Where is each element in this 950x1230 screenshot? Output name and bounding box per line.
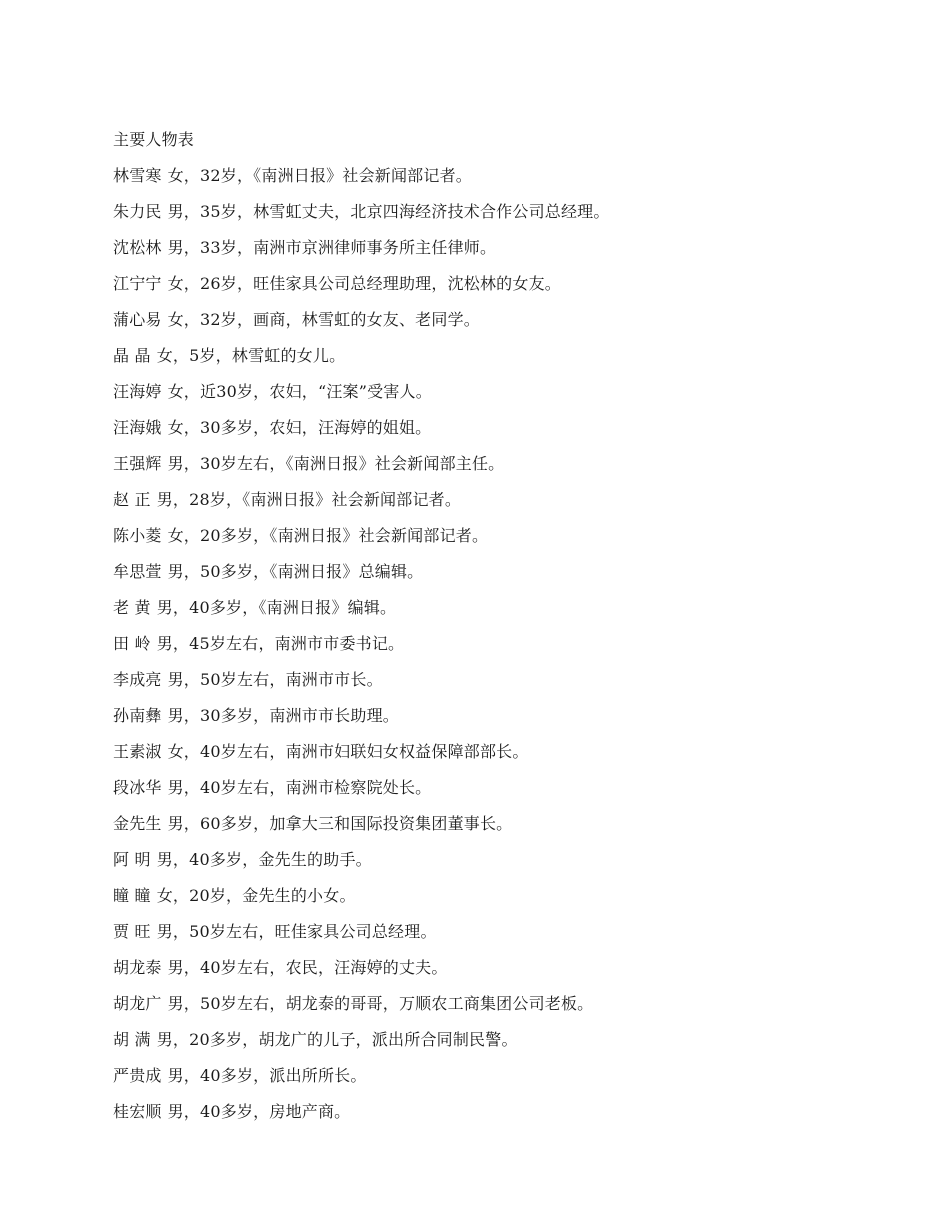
character-name: 牟思萱 <box>113 562 162 581</box>
character-name: 段冰华 <box>113 778 162 797</box>
character-description: 女，20岁，金先生的小女。 <box>156 886 356 905</box>
character-description: 男，30多岁，南洲市市长助理。 <box>167 706 399 725</box>
list-item <box>113 770 893 806</box>
character-description: 女，30多岁，农妇，汪海婷的姐姐。 <box>167 418 432 437</box>
character-description: 男，33岁，南洲市京洲律师事务所主任律师。 <box>167 238 497 257</box>
character-description: 女，32岁，画商，林雪虹的女友、老同学。 <box>167 310 480 329</box>
character-name: 老 黄 <box>113 598 151 617</box>
character-name: 林雪寒 <box>113 166 162 185</box>
list-item <box>113 482 893 518</box>
character-description: 女，5岁，林雪虹的女儿。 <box>156 346 346 365</box>
character-description: 男，40多岁，金先生的助手。 <box>156 850 372 869</box>
list-item <box>113 1094 893 1130</box>
list-item <box>113 626 893 662</box>
character-description: 男，50岁左右，胡龙泰的哥哥，万顺农工商集团公司老板。 <box>167 994 594 1013</box>
character-description: 男，60多岁，加拿大三和国际投资集团董事长。 <box>167 814 513 833</box>
list-item <box>113 734 893 770</box>
character-name: 陈小菱 <box>113 526 162 545</box>
character-description: 男，28岁，《南洲日报》社会新闻部记者。 <box>156 490 462 509</box>
character-name: 朱力民 <box>113 202 162 221</box>
list-item <box>113 266 893 302</box>
character-description: 女，26岁，旺佳家具公司总经理助理，沈松林的女友。 <box>167 274 561 293</box>
character-name: 蒲心易 <box>113 310 162 329</box>
character-description: 女，近30岁，农妇，“汪案”受害人。 <box>167 382 432 401</box>
page-title: 主要人物表 <box>113 130 195 149</box>
character-description: 女，40岁左右，南洲市妇联妇女权益保障部部长。 <box>167 742 529 761</box>
character-name: 沈松林 <box>113 238 162 257</box>
character-description: 男，30岁左右，《南洲日报》社会新闻部主任。 <box>167 454 505 473</box>
character-name: 田 岭 <box>113 634 151 653</box>
character-description: 男，50多岁，《南洲日报》总编辑。 <box>167 562 424 581</box>
character-description: 男，35岁，林雪虹丈夫，北京四海经济技术合作公司总经理。 <box>167 202 610 221</box>
character-description: 男，20多岁，胡龙广的儿子，派出所合同制民警。 <box>156 1030 518 1049</box>
character-name: 李成亮 <box>113 670 162 689</box>
character-description: 男，45岁左右，南洲市市委书记。 <box>156 634 405 653</box>
character-description: 男，40多岁，派出所所长。 <box>167 1066 367 1085</box>
list-item <box>113 662 893 698</box>
character-description: 女，20多岁，《南洲日报》社会新闻部记者。 <box>167 526 489 545</box>
character-description: 男，40岁左右，农民，汪海婷的丈夫。 <box>167 958 448 977</box>
list-item <box>113 698 893 734</box>
character-name: 汪海娥 <box>113 418 162 437</box>
character-name: 孙南彝 <box>113 706 162 725</box>
list-item <box>113 194 893 230</box>
list-item <box>113 950 893 986</box>
character-name: 江宁宁 <box>113 274 162 293</box>
character-name: 赵 正 <box>113 490 151 509</box>
character-name: 阿 明 <box>113 850 151 869</box>
character-list <box>113 122 893 1130</box>
character-name: 汪海婷 <box>113 382 162 401</box>
list-item <box>113 338 893 374</box>
list-item <box>113 302 893 338</box>
list-item <box>113 878 893 914</box>
character-description: 男，40岁左右，南洲市检察院处长。 <box>167 778 432 797</box>
list-item <box>113 1058 893 1094</box>
list-item <box>113 806 893 842</box>
character-name: 严贵成 <box>113 1066 162 1085</box>
character-name: 王素淑 <box>113 742 162 761</box>
list-item <box>113 158 893 194</box>
character-name: 胡龙广 <box>113 994 162 1013</box>
character-name: 晶 晶 <box>113 346 151 365</box>
character-description: 男，40多岁，房地产商。 <box>167 1102 351 1121</box>
character-description: 女，32岁，《南洲日报》社会新闻部记者。 <box>167 166 472 185</box>
character-description: 男，40多岁，《南洲日报》编辑。 <box>156 598 397 617</box>
list-item <box>113 1022 893 1058</box>
list-item <box>113 590 893 626</box>
list-item <box>113 986 893 1022</box>
character-name: 胡龙泰 <box>113 958 162 977</box>
list-item <box>113 518 893 554</box>
list-item <box>113 410 893 446</box>
list-item <box>113 230 893 266</box>
list-item <box>113 374 893 410</box>
list-item <box>113 446 893 482</box>
character-name: 胡 满 <box>113 1030 151 1049</box>
character-name: 金先生 <box>113 814 162 833</box>
character-description: 男，50岁左右，南洲市市长。 <box>167 670 383 689</box>
list-item <box>113 914 893 950</box>
character-name: 王强辉 <box>113 454 162 473</box>
character-name: 瞳 瞳 <box>113 886 151 905</box>
character-description: 男，50岁左右，旺佳家具公司总经理。 <box>156 922 437 941</box>
character-name: 桂宏顺 <box>113 1102 162 1121</box>
character-name: 贾 旺 <box>113 922 151 941</box>
list-item <box>113 842 893 878</box>
list-item <box>113 554 893 590</box>
